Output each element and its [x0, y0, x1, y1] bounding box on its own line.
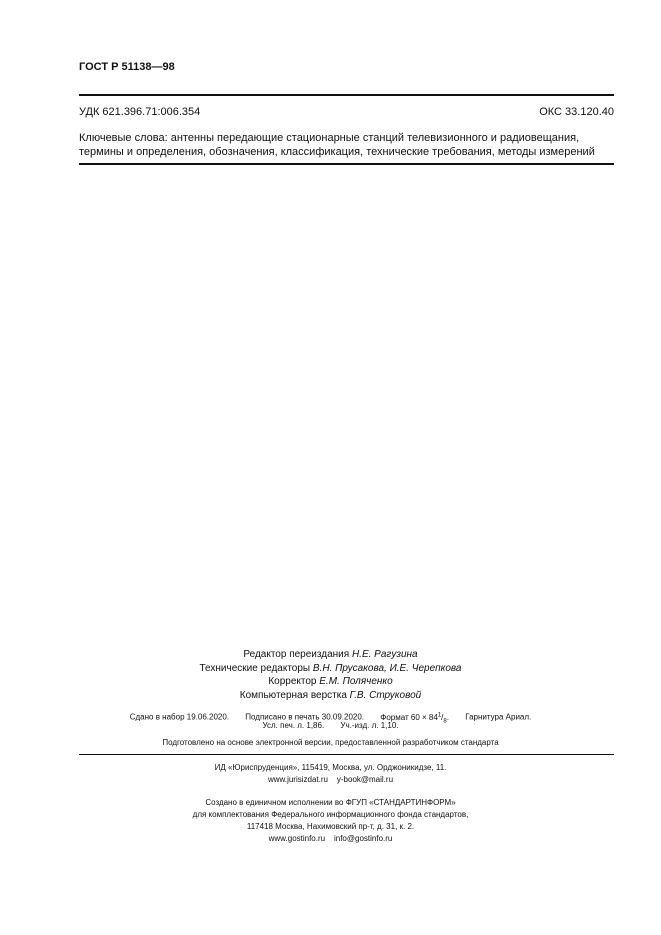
tech-names: В.Н. Прусакова, И.Е. Черепкова	[312, 662, 462, 674]
top-rule	[79, 94, 614, 96]
creator-line-2: для комплектования Федерального информационного фонда стандартов,	[192, 810, 469, 819]
tech-editors-line	[0, 662, 661, 676]
bottom-rule	[79, 754, 614, 755]
creator-contacts	[0, 833, 661, 845]
creator-email: info@gostinfo.ru	[333, 834, 393, 843]
credits-block	[0, 648, 661, 702]
tech-role: Технические редакторы	[199, 662, 311, 674]
format: Формат $60 \times 84^1/_8$.	[380, 712, 449, 725]
corrector-line	[0, 675, 661, 689]
publisher-email: y-book@mail.ru	[336, 775, 394, 784]
layout-name: Г.В. Струковой	[349, 689, 422, 701]
corrector-role: Корректор	[268, 676, 317, 687]
creator-line-1: Создано в единичном исполнении во ФГУП «СТАНДАРТИНФОРМ»	[205, 798, 456, 807]
keywords-rule	[79, 163, 614, 165]
creator-line-3: 117418 Москва, Нахимовский пр-т, д. 31, к. 2.	[246, 822, 415, 831]
publisher-address: ИД «Юриспруденция», 115419, Москва, ул. Орджоникидзе, 11.	[214, 763, 447, 772]
oks-code: ОКС 33.120.40	[539, 106, 614, 118]
print-info-line-2	[0, 720, 661, 732]
layout-role: Компьютерная верстка	[239, 689, 347, 701]
submitted-date: Сдано в набор 19.06.2020.	[129, 712, 230, 722]
edition-sheets: Уч.-изд. л. 1,10.	[340, 721, 399, 730]
creator-site: www.gostinfo.ru	[268, 834, 326, 843]
corrector-name: Е.М. Поляченко	[319, 676, 393, 687]
publisher-site: www.jurisizdat.ru	[267, 775, 328, 784]
typeface: Гарнитура Ариал.	[465, 712, 532, 722]
prepared-note: Подготовлено на основе электронной версии, предоставленной разработчиком стандарта	[162, 738, 499, 747]
print-sheets: Усл. печ. л. 1,86.	[262, 721, 325, 730]
editor-role: Редактор переиздания	[243, 649, 350, 660]
layout-line	[0, 689, 661, 703]
publisher-contacts	[0, 774, 661, 786]
udk-code: УДК 621.396.71:006.354	[79, 106, 201, 118]
keywords: Ключевые слова: антенны передающие стационарные станций телевизионного и радиовещания, термины и определения, обозначения, классификация, технические требования, методы измерений	[79, 132, 595, 158]
editor-line	[0, 648, 661, 662]
document-code: ГОСТ Р 51138—98	[79, 61, 175, 73]
signed-date: Подписано в печать 30.09.2020.	[245, 712, 365, 722]
editor-name: Н.Е. Рагузина	[351, 649, 418, 660]
